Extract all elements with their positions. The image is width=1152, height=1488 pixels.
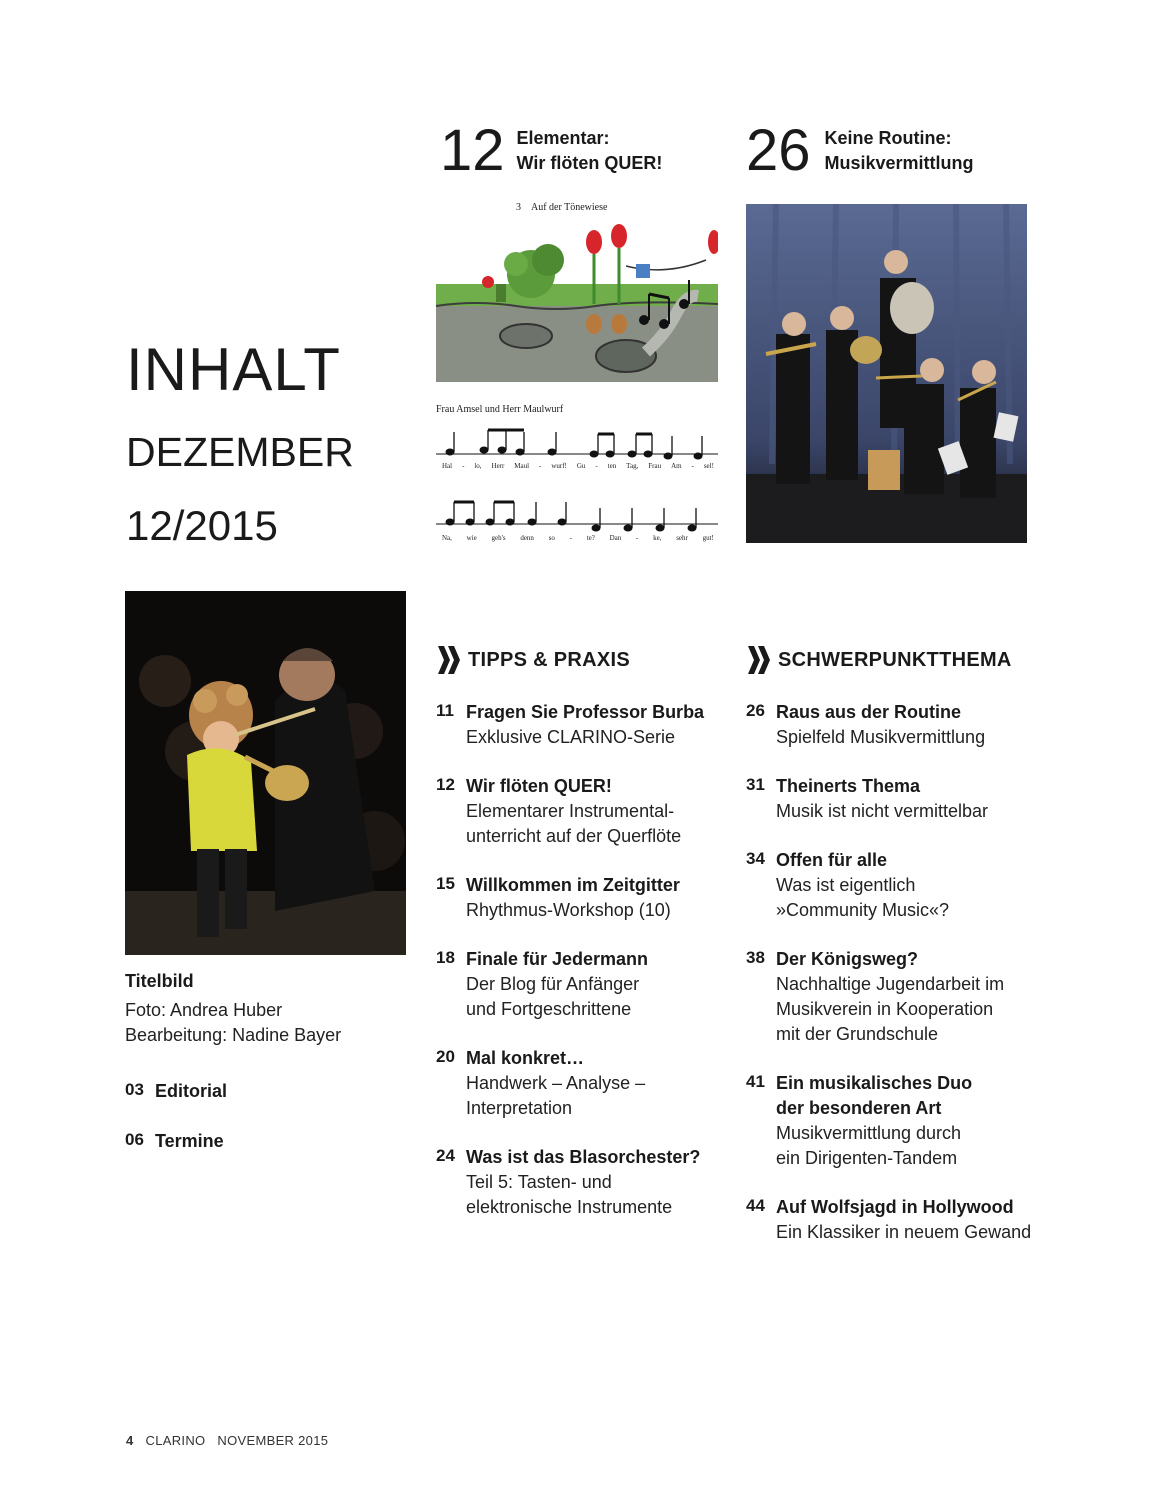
lyric-syllable: -	[636, 534, 639, 542]
entry-subtitle: Musikverein in Kooperation	[776, 999, 994, 1019]
toc-entry[interactable]	[746, 848, 1046, 923]
feature-label: Keine Routine:	[824, 128, 952, 148]
music-staff-2	[436, 496, 718, 536]
footer-date: NOVEMBER 2015	[217, 1433, 329, 1448]
lyric-syllable: Herr	[491, 462, 505, 470]
entry-title: der besonderen Art	[776, 1098, 942, 1118]
toc-entry[interactable]	[746, 947, 1046, 1047]
entry-subtitle: Was ist eigentlich	[776, 875, 916, 895]
entry-title: Mal konkret…	[466, 1048, 585, 1068]
song-caption: Frau Amsel und Herr Maulwurf	[436, 404, 564, 415]
lyric-syllable: Gu	[576, 462, 586, 470]
page-number: 11	[436, 701, 454, 720]
entry-subtitle: Der Blog für Anfänger	[466, 974, 640, 994]
double-chevron-icon	[436, 646, 462, 674]
feature-label: Elementar:	[516, 128, 610, 148]
note-head	[628, 451, 637, 458]
section-title: TIPPS & PRAXIS	[468, 648, 631, 671]
entry-subtitle: Musikvermittlung durch	[776, 1123, 962, 1143]
lyric-syllable: ten	[607, 462, 617, 470]
lyric-syllable: te?	[586, 534, 595, 542]
feature-header-1	[440, 118, 663, 183]
page-number: 44	[746, 1196, 765, 1215]
entry-title: Finale für Jedermann	[466, 949, 649, 969]
lyrics-line-2	[442, 534, 714, 542]
note-head	[644, 451, 653, 458]
feature-number: 12	[440, 118, 505, 183]
note-head	[688, 525, 697, 532]
cover-photo	[125, 591, 406, 955]
lyric-syllable: Tag,	[626, 462, 639, 470]
entry-subtitle: elektronische Instrumente	[466, 1197, 673, 1217]
brass-ensemble-photo	[746, 204, 1027, 543]
page-number: 24	[436, 1146, 455, 1165]
toc-list-schwerpunkt	[746, 700, 1046, 1269]
note-head	[664, 453, 673, 460]
entry-title: Editorial	[155, 1081, 228, 1101]
page-number: 03	[125, 1080, 144, 1099]
lyric-syllable: Na,	[442, 534, 452, 542]
lyric-syllable: so	[548, 534, 555, 542]
feature-header-2	[746, 118, 974, 183]
entry-subtitle: mit der Grundschule	[776, 1024, 939, 1044]
note-head	[446, 519, 455, 526]
entry-title: Raus aus der Routine	[776, 702, 962, 722]
section-header-tipps	[436, 646, 630, 674]
entry-subtitle: Exklusive CLARINO-Serie	[466, 727, 676, 747]
section-header-schwerpunkt	[746, 646, 1012, 674]
entry-title: Ein musikalisches Duo	[776, 1073, 973, 1093]
note-head	[528, 519, 537, 526]
lyric-syllable: ke,	[653, 534, 662, 542]
lyric-syllable: Hal	[442, 462, 453, 470]
entry-subtitle: Nachhaltige Jugendarbeit im	[776, 974, 1005, 994]
toc-entry[interactable]	[436, 1145, 726, 1220]
lyric-syllable: wie	[466, 534, 477, 542]
entry-subtitle: unterricht auf der Querflöte	[466, 826, 682, 846]
lyric-syllable: sehr	[676, 534, 688, 542]
entry-subtitle: Spielfeld Musikvermittlung	[776, 727, 986, 747]
toc-entry[interactable]	[436, 700, 726, 750]
note-head	[466, 519, 475, 526]
entry-subtitle: Ein Klassiker in neuem Gewand	[776, 1222, 1032, 1242]
note-head	[486, 519, 495, 526]
lyric-syllable: denn	[520, 534, 534, 542]
note-head	[606, 451, 615, 458]
note-head	[480, 447, 489, 454]
entry-subtitle: »Community Music«?	[776, 900, 950, 920]
entry-subtitle: Musik ist nicht vermittelbar	[776, 801, 989, 821]
entry-subtitle: Handwerk – Analyse –	[466, 1073, 646, 1093]
lyric-syllable: Maul	[514, 462, 530, 470]
page-number: 20	[436, 1047, 455, 1066]
note-head	[558, 519, 567, 526]
note-head	[516, 449, 525, 456]
song-number: 3	[516, 202, 521, 213]
entry-title: Was ist das Blasorchester?	[466, 1147, 701, 1167]
entry-title: Wir flöten QUER!	[466, 776, 612, 796]
toc-entry-termine[interactable]	[125, 1129, 224, 1154]
issue-number: 12/2015	[126, 502, 278, 549]
page-number: 18	[436, 948, 455, 967]
toc-entry[interactable]	[436, 947, 726, 1022]
entry-title: Theinerts Thema	[776, 776, 921, 796]
entry-subtitle: und Fortgeschrittene	[466, 999, 632, 1019]
page-number: 15	[436, 874, 455, 893]
lyric-syllable: Dan	[609, 534, 622, 542]
lyric-syllable: Am	[671, 462, 682, 470]
page-number: 26	[746, 701, 765, 720]
song-title: Auf der Tönewiese	[531, 202, 608, 213]
entry-title: Termine	[155, 1131, 224, 1151]
entry-title: Auf Wolfsjagd in Hollywood	[776, 1197, 1014, 1217]
music-staff-1	[436, 426, 718, 466]
entry-title: Fragen Sie Professor Burba	[466, 702, 705, 722]
note-head	[446, 449, 455, 456]
entry-title: Offen für alle	[776, 850, 888, 870]
lyric-syllable: -	[539, 462, 542, 470]
cover-caption	[125, 971, 341, 1048]
note-head	[498, 447, 507, 454]
lyric-syllable: geh's	[491, 534, 506, 542]
lyric-syllable: -	[569, 534, 572, 542]
page-number: 06	[125, 1130, 144, 1149]
page-number: 12	[436, 775, 455, 794]
entry-subtitle: Rhythmus-Workshop (10)	[466, 900, 671, 920]
lyric-syllable: -	[595, 462, 598, 470]
sheet-music-illustration	[436, 200, 718, 550]
toc-entry[interactable]	[746, 1071, 1046, 1171]
note-head	[694, 453, 703, 460]
lyric-syllable: sel!	[703, 462, 714, 470]
entry-subtitle: Teil 5: Tasten- und	[466, 1172, 612, 1192]
photo-credit: Foto: Andrea Huber	[125, 1000, 283, 1020]
footer-page-number: 4	[126, 1433, 134, 1448]
page-number: 34	[746, 849, 765, 868]
double-chevron-icon	[746, 646, 772, 674]
toc-entry[interactable]	[746, 700, 1046, 750]
footer-magazine: CLARINO	[145, 1433, 206, 1448]
note-head	[624, 525, 633, 532]
lyric-syllable: wurf!	[551, 462, 567, 470]
lyric-syllable: -	[462, 462, 465, 470]
entry-subtitle: Elementarer Instrumental-	[466, 801, 675, 821]
feature-number: 26	[746, 118, 811, 183]
toc-entry[interactable]	[436, 774, 726, 849]
note-head	[592, 525, 601, 532]
page-title: INHALT	[126, 336, 341, 403]
note-head	[548, 449, 557, 456]
entry-title: Willkommen im Zeitgitter	[466, 875, 680, 895]
page-number: 41	[746, 1072, 765, 1091]
entry-subtitle: Interpretation	[466, 1098, 573, 1118]
page-footer	[126, 1433, 328, 1448]
toc-entry-editorial[interactable]	[125, 1079, 227, 1104]
feature-title: Wir flöten QUER!	[516, 153, 663, 173]
meadow-drawing	[436, 224, 718, 384]
entry-subtitle: ein Dirigenten-Tandem	[776, 1148, 958, 1168]
toc-entry[interactable]	[746, 774, 1046, 824]
toc-entry[interactable]	[436, 873, 726, 923]
toc-entry[interactable]	[436, 1046, 726, 1121]
note-head	[506, 519, 515, 526]
feature-title: Musikvermittlung	[824, 153, 974, 173]
section-title: SCHWERPUNKTTHEMA	[778, 648, 1012, 671]
note-head	[656, 525, 665, 532]
lyrics-line-1	[442, 462, 714, 470]
lyric-syllable: lo,	[474, 462, 482, 470]
edit-credit: Bearbeitung: Nadine Bayer	[125, 1025, 342, 1045]
page-number: 31	[746, 775, 765, 794]
lyric-syllable: Frau	[648, 462, 662, 470]
entry-title: Der Königsweg?	[776, 949, 919, 969]
page-number: 38	[746, 948, 765, 967]
toc-entry[interactable]	[746, 1195, 1046, 1245]
note-head	[590, 451, 599, 458]
lyric-syllable: -	[691, 462, 694, 470]
issue-month: DEZEMBER	[126, 429, 354, 475]
lyric-syllable: gut!	[702, 534, 714, 542]
caption-title: Titelbild	[125, 971, 194, 991]
toc-list-tipps	[436, 700, 726, 1244]
